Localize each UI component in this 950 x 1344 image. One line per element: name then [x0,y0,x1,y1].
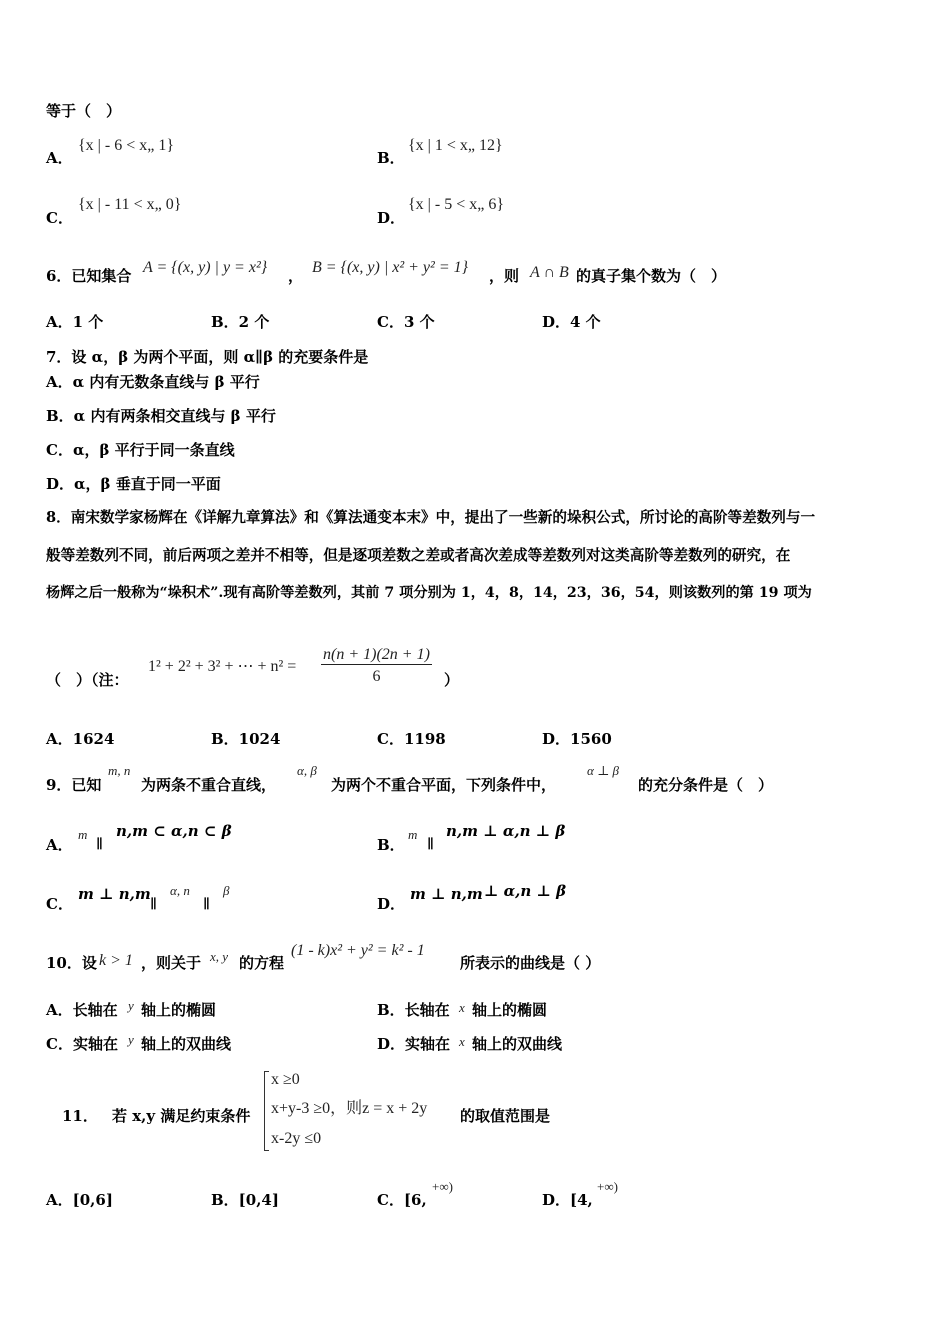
q10-option-d-axis: x [459,1034,465,1049]
q6-comma: ， [288,267,304,285]
q9-mn: m, n [108,763,131,778]
q10-cond: k > 1 [99,952,133,969]
q9-option-a-label: A． [46,836,73,854]
q8-option-b: B．1024 [211,730,281,748]
q6-option-a: A．1 个 [46,313,104,331]
q9-option-a-rest: n,m ⊂ α,n ⊂ β [116,822,232,840]
q11-number: 11． [62,1107,98,1125]
q8-note-suffix: ） [444,671,460,689]
q5-option-d-math: {x | - 5 < x„ 6} [408,196,505,213]
q6-prefix: 6．已知集合 [46,267,132,285]
q6-suffix: 的真子集个数为（ ） [576,267,727,285]
q10-mid-2: 的方程 [239,954,285,972]
q7-stem: 7．设 α，β 为两个平面，则 α∥β 的充要条件是 [46,348,369,366]
q9-option-c-parallel-1: ∥ [150,897,157,912]
q5-option-b-math: {x | 1 < x„ 12} [408,137,503,154]
q11-constraint-2: x+y-3 ≥0，则z = x + 2y [271,1100,428,1117]
q9-option-d-label: D． [377,895,406,913]
q7-option-d: D．α，β 垂直于同一平面 [46,475,221,493]
q11-option-d-label: D．[4, [542,1191,593,1209]
q10-equation: (1 - k)x² + y² = k² - 1 [291,942,425,959]
q10-option-b-label: B．长轴在 [377,1001,450,1019]
q9-option-c-tail: β [223,883,230,898]
q5-option-d-label: D． [377,209,406,227]
q9-option-c-label: C． [46,895,73,913]
q10-option-c-tail: 轴上的双曲线 [141,1035,232,1053]
q10-mid-1: ，则关于 [141,954,202,972]
q8-option-a: A．1624 [46,730,115,748]
q8-option-c: C．1198 [377,730,446,748]
q8-formula-denominator: 6 [372,668,381,685]
q11-option-b: B．[0,4] [211,1191,279,1209]
q5-option-a-label: A． [46,149,73,167]
q11-suffix: 的取值范围是 [460,1107,551,1125]
q11-option-c-infinity: +∞) [432,1179,453,1194]
q9-option-b-label: B． [377,836,405,854]
q6-option-d: D．4 个 [542,313,601,331]
q8-note-prefix: （ ）（注： [46,671,129,689]
q10-option-b-tail: 轴上的椭圆 [472,1001,548,1019]
q9-option-d-lead: m ⊥ n,m [410,885,483,903]
q10-vars: x, y [210,949,229,964]
q9-option-b-rest: n,m ⊥ α,n ⊥ β [446,822,566,840]
q9-option-c-parallel-2: ∥ [203,897,210,912]
q8-line-3: 杨辉之后一般称为“垛积术”.现有高阶等差数列，其前 7 项分别为 1，4，8，14，23，36，54，则该数列的第 19 项为 [46,585,812,601]
q7-option-a: A．α 内有无数条直线与 β 平行 [46,373,260,391]
q11-option-a: A．[0,6] [46,1191,113,1209]
q11-prefix: 若 x,y 满足约束条件 [112,1107,251,1125]
q6-set-b: B = {(x, y) | x² + y² = 1} [312,259,469,276]
q6-set-a: A = {(x, y) | y = x²} [143,259,268,276]
q10-option-c-axis: y [128,1032,134,1047]
q11-constraint-1: x ≥0 [271,1071,300,1088]
q10-option-d-tail: 轴上的双曲线 [472,1035,563,1053]
q9-ab: α, β [297,763,317,778]
q8-line-2: 般等差数列不同，前后两项之差并不相等，但是逐项差数之差或者高次差成等差数列对这类高阶等差数列的研究，在 [46,547,791,564]
q6-option-b: B．2 个 [211,313,270,331]
q9-option-b-parallel: ∥ [427,837,434,852]
q9-mid-1: 为两条不重合直线， [141,776,277,794]
q5-tail: 等于（ ） [46,102,122,120]
q11-option-d-infinity: +∞) [597,1179,618,1194]
q10-prefix: 10．设 [46,954,97,972]
q9-option-a-parallel: ∥ [96,837,103,852]
q10-option-a-axis: y [128,998,134,1013]
q8-line-1: 8．南宋数学家杨辉在《详解九章算法》和《算法通变本末》中，提出了一些新的垛积公式，所讨论的高阶等差数列与一 [46,509,816,526]
q8-formula-numerator: n(n + 1)(2n + 1) [323,646,430,663]
q10-option-d-label: D．实轴在 [377,1035,451,1053]
q11-constraint-3: x-2y ≤0 [271,1130,322,1147]
q10-option-a-label: A．长轴在 [46,1001,118,1019]
q9-option-a-m: m [78,827,88,842]
q11-option-c-label: C．[6, [377,1191,427,1209]
q9-option-c-mid: α, n [170,883,190,898]
q6-suffix-pre: ，则 [489,267,520,285]
q10-option-a-tail: 轴上的椭圆 [141,1001,217,1019]
q9-option-d-rest: ⊥ α,n ⊥ β [484,882,567,900]
q8-formula-fraction [321,646,432,686]
q5-option-a-math: {x | - 6 < x„ 1} [78,137,175,154]
q10-option-b-axis: x [459,1000,465,1015]
q6-intersection: A ∩ B [530,264,569,281]
q6-option-c: C．3 个 [377,313,435,331]
q9-mid-2: 为两个不重合平面，下列条件中， [331,776,557,794]
q7-option-c: C．α，β 平行于同一条直线 [46,441,235,459]
q10-option-c-label: C．实轴在 [46,1035,118,1053]
q8-option-d: D．1560 [542,730,612,748]
q9-prefix: 9．已知 [46,776,102,794]
q9-perp: α ⊥ β [587,763,620,778]
q9-suffix: 的充分条件是（ ） [638,776,774,794]
q5-option-c-math: {x | - 11 < x„ 0} [78,196,182,213]
q8-formula-lhs: 1² + 2² + 3² + ⋯ + n² = [148,658,297,675]
q9-option-b-m: m [408,827,418,842]
q11-constraint-brace [264,1071,269,1151]
q9-option-c-lead: m ⊥ n,m [78,885,151,903]
q5-option-c-label: C． [46,209,73,227]
q5-option-b-label: B． [377,149,405,167]
q10-suffix: 所表示的曲线是（ ） [460,954,601,972]
q7-option-b: B．α 内有两条相交直线与 β 平行 [46,407,276,425]
